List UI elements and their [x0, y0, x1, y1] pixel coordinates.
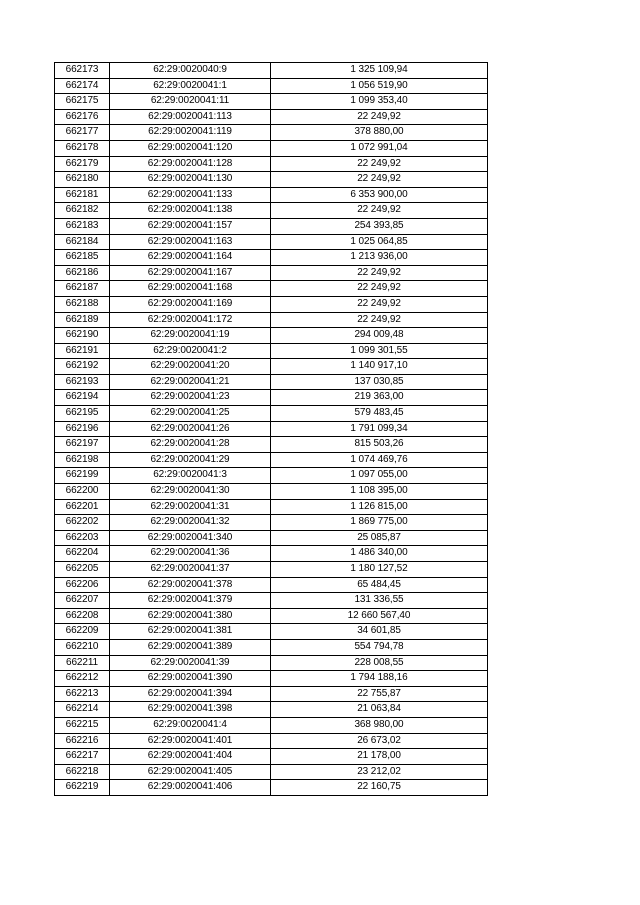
row-number-cell: 662219 — [55, 780, 110, 796]
cadastral-value-cell: 1 099 353,40 — [271, 94, 488, 110]
cadastral-number-cell: 62:29:0020041:406 — [110, 780, 271, 796]
cadastral-value-cell: 22 249,92 — [271, 312, 488, 328]
table-row — [55, 702, 488, 718]
cadastral-number-cell: 62:29:0020041:133 — [110, 187, 271, 203]
table-row — [55, 437, 488, 453]
cadastral-value-cell: 1 869 775,00 — [271, 515, 488, 531]
cadastral-number-cell: 62:29:0020041:4 — [110, 717, 271, 733]
cadastral-value-cell: 1 072 991,04 — [271, 140, 488, 156]
table-row — [55, 452, 488, 468]
row-number-cell: 662194 — [55, 390, 110, 406]
cadastral-number-cell: 62:29:0020041:3 — [110, 468, 271, 484]
cadastral-value-cell: 6 353 900,00 — [271, 187, 488, 203]
cadastral-number-cell: 62:29:0020041:389 — [110, 639, 271, 655]
cadastral-value-cell: 22 755,87 — [271, 686, 488, 702]
cadastral-number-cell: 62:29:0020041:31 — [110, 499, 271, 515]
cadastral-number-cell: 62:29:0020041:23 — [110, 390, 271, 406]
row-number-cell: 662175 — [55, 94, 110, 110]
cadastral-number-cell: 62:29:0020041:19 — [110, 328, 271, 344]
cadastral-value-cell: 1 025 064,85 — [271, 234, 488, 250]
row-number-cell: 662202 — [55, 515, 110, 531]
cadastral-value-cell: 1 791 099,34 — [271, 421, 488, 437]
table-row — [55, 374, 488, 390]
table-row — [55, 234, 488, 250]
cadastral-value-cell: 1 099 301,55 — [271, 343, 488, 359]
table-row — [55, 125, 488, 141]
table-row — [55, 686, 488, 702]
table-row — [55, 156, 488, 172]
cadastral-number-cell: 62:29:0020041:11 — [110, 94, 271, 110]
table-row — [55, 655, 488, 671]
row-number-cell: 662200 — [55, 484, 110, 500]
row-number-cell: 662187 — [55, 281, 110, 297]
table-row — [55, 140, 488, 156]
cadastral-value-cell: 34 601,85 — [271, 624, 488, 640]
cadastral-value-cell: 1 794 188,16 — [271, 671, 488, 687]
row-number-cell: 662198 — [55, 452, 110, 468]
row-number-cell: 662205 — [55, 562, 110, 578]
table-row — [55, 733, 488, 749]
cadastral-number-cell: 62:29:0020041:25 — [110, 406, 271, 422]
cadastral-value-cell: 1 074 469,76 — [271, 452, 488, 468]
cadastral-number-cell: 62:29:0020041:398 — [110, 702, 271, 718]
cadastral-number-cell: 62:29:0020041:164 — [110, 250, 271, 266]
row-number-cell: 662182 — [55, 203, 110, 219]
table-body — [55, 63, 488, 796]
row-number-cell: 662177 — [55, 125, 110, 141]
table-row — [55, 94, 488, 110]
cadastral-number-cell: 62:29:0020041:36 — [110, 546, 271, 562]
cadastral-value-cell: 22 249,92 — [271, 156, 488, 172]
table-row — [55, 265, 488, 281]
cadastral-number-cell: 62:29:0020041:380 — [110, 608, 271, 624]
cadastral-value-cell: 21 063,84 — [271, 702, 488, 718]
table-row — [55, 359, 488, 375]
table-row — [55, 749, 488, 765]
cadastral-value-cell: 1 325 109,94 — [271, 63, 488, 79]
row-number-cell: 662210 — [55, 639, 110, 655]
cadastral-value-cell: 579 483,45 — [271, 406, 488, 422]
row-number-cell: 662192 — [55, 359, 110, 375]
table-row — [55, 639, 488, 655]
table-row — [55, 281, 488, 297]
cadastral-number-cell: 62:29:0020041:120 — [110, 140, 271, 156]
table-row — [55, 218, 488, 234]
table-row — [55, 562, 488, 578]
cadastral-value-cell: 22 249,92 — [271, 281, 488, 297]
row-number-cell: 662195 — [55, 406, 110, 422]
table-row — [55, 546, 488, 562]
cadastral-number-cell: 62:29:0020041:168 — [110, 281, 271, 297]
row-number-cell: 662181 — [55, 187, 110, 203]
cadastral-value-cell: 219 363,00 — [271, 390, 488, 406]
cadastral-number-cell: 62:29:0020041:390 — [110, 671, 271, 687]
table-row — [55, 63, 488, 79]
cadastral-number-cell: 62:29:0020041:394 — [110, 686, 271, 702]
row-number-cell: 662216 — [55, 733, 110, 749]
cadastral-number-cell: 62:29:0020041:1 — [110, 78, 271, 94]
row-number-cell: 662199 — [55, 468, 110, 484]
cadastral-number-cell: 62:29:0020041:379 — [110, 593, 271, 609]
cadastral-value-cell: 137 030,85 — [271, 374, 488, 390]
table-row — [55, 390, 488, 406]
row-number-cell: 662188 — [55, 296, 110, 312]
cadastral-value-cell: 1 213 936,00 — [271, 250, 488, 266]
cadastral-number-cell: 62:29:0020041:381 — [110, 624, 271, 640]
cadastral-value-cell: 1 097 055,00 — [271, 468, 488, 484]
cadastral-number-cell: 62:29:0020041:401 — [110, 733, 271, 749]
table-row — [55, 593, 488, 609]
row-number-cell: 662196 — [55, 421, 110, 437]
cadastral-number-cell: 62:29:0020041:26 — [110, 421, 271, 437]
cadastral-value-cell: 65 484,45 — [271, 577, 488, 593]
table-row — [55, 421, 488, 437]
table-row — [55, 203, 488, 219]
row-number-cell: 662186 — [55, 265, 110, 281]
cadastral-value-cell: 22 249,92 — [271, 172, 488, 188]
cadastral-value-cell: 378 880,00 — [271, 125, 488, 141]
cadastral-number-cell: 62:29:0020041:128 — [110, 156, 271, 172]
row-number-cell: 662193 — [55, 374, 110, 390]
table-row — [55, 530, 488, 546]
table-row — [55, 187, 488, 203]
table-row — [55, 250, 488, 266]
table-row — [55, 671, 488, 687]
cadastral-value-cell: 22 249,92 — [271, 109, 488, 125]
row-number-cell: 662189 — [55, 312, 110, 328]
row-number-cell: 662204 — [55, 546, 110, 562]
cadastral-value-cell: 21 178,00 — [271, 749, 488, 765]
table-row — [55, 312, 488, 328]
row-number-cell: 662174 — [55, 78, 110, 94]
table-row — [55, 343, 488, 359]
cadastral-value-cell: 254 393,85 — [271, 218, 488, 234]
cadastral-number-cell: 62:29:0020041:29 — [110, 452, 271, 468]
cadastral-value-cell: 1 108 395,00 — [271, 484, 488, 500]
cadastral-value-cell: 1 126 815,00 — [271, 499, 488, 515]
table-row — [55, 515, 488, 531]
table-row — [55, 717, 488, 733]
cadastral-value-cell: 1 180 127,52 — [271, 562, 488, 578]
cadastral-value-cell: 228 008,55 — [271, 655, 488, 671]
table-row — [55, 468, 488, 484]
cadastral-number-cell: 62:29:0020041:138 — [110, 203, 271, 219]
cadastral-value-cell: 23 212,02 — [271, 764, 488, 780]
cadastral-value-cell: 22 160,75 — [271, 780, 488, 796]
row-number-cell: 662178 — [55, 140, 110, 156]
cadastral-number-cell: 62:29:0020041:20 — [110, 359, 271, 375]
cadastral-value-cell: 554 794,78 — [271, 639, 488, 655]
table-row — [55, 577, 488, 593]
table-row — [55, 499, 488, 515]
cadastral-number-cell: 62:29:0020041:163 — [110, 234, 271, 250]
cadastral-value-cell: 25 085,87 — [271, 530, 488, 546]
row-number-cell: 662218 — [55, 764, 110, 780]
cadastral-number-cell: 62:29:0020041:21 — [110, 374, 271, 390]
row-number-cell: 662191 — [55, 343, 110, 359]
row-number-cell: 662185 — [55, 250, 110, 266]
table-row — [55, 109, 488, 125]
cadastral-number-cell: 62:29:0020041:157 — [110, 218, 271, 234]
row-number-cell: 662207 — [55, 593, 110, 609]
row-number-cell: 662173 — [55, 63, 110, 79]
cadastral-number-cell: 62:29:0020041:340 — [110, 530, 271, 546]
cadastral-value-cell: 368 980,00 — [271, 717, 488, 733]
table-row — [55, 764, 488, 780]
cadastral-value-cell: 1 486 340,00 — [271, 546, 488, 562]
row-number-cell: 662215 — [55, 717, 110, 733]
row-number-cell: 662208 — [55, 608, 110, 624]
row-number-cell: 662190 — [55, 328, 110, 344]
row-number-cell: 662180 — [55, 172, 110, 188]
cadastral-value-cell: 1 056 519,90 — [271, 78, 488, 94]
table-row — [55, 484, 488, 500]
row-number-cell: 662213 — [55, 686, 110, 702]
table-row — [55, 78, 488, 94]
cadastral-number-cell: 62:29:0020041:2 — [110, 343, 271, 359]
row-number-cell: 662179 — [55, 156, 110, 172]
cadastral-number-cell: 62:29:0020041:169 — [110, 296, 271, 312]
row-number-cell: 662211 — [55, 655, 110, 671]
row-number-cell: 662206 — [55, 577, 110, 593]
cadastral-number-cell: 62:29:0020041:167 — [110, 265, 271, 281]
cadastral-value-table — [54, 62, 488, 796]
row-number-cell: 662212 — [55, 671, 110, 687]
cadastral-number-cell: 62:29:0020040:9 — [110, 63, 271, 79]
cadastral-number-cell: 62:29:0020041:405 — [110, 764, 271, 780]
cadastral-number-cell: 62:29:0020041:119 — [110, 125, 271, 141]
table-row — [55, 328, 488, 344]
cadastral-number-cell: 62:29:0020041:30 — [110, 484, 271, 500]
cadastral-value-cell: 1 140 917,10 — [271, 359, 488, 375]
row-number-cell: 662201 — [55, 499, 110, 515]
table-row — [55, 296, 488, 312]
cadastral-number-cell: 62:29:0020041:404 — [110, 749, 271, 765]
cadastral-number-cell: 62:29:0020041:172 — [110, 312, 271, 328]
row-number-cell: 662217 — [55, 749, 110, 765]
cadastral-number-cell: 62:29:0020041:130 — [110, 172, 271, 188]
row-number-cell: 662183 — [55, 218, 110, 234]
cadastral-value-cell: 22 249,92 — [271, 203, 488, 219]
cadastral-value-cell: 22 249,92 — [271, 265, 488, 281]
cadastral-number-cell: 62:29:0020041:39 — [110, 655, 271, 671]
cadastral-value-cell: 12 660 567,40 — [271, 608, 488, 624]
cadastral-value-cell: 22 249,92 — [271, 296, 488, 312]
cadastral-value-cell: 294 009,48 — [271, 328, 488, 344]
cadastral-number-cell: 62:29:0020041:32 — [110, 515, 271, 531]
table-row — [55, 406, 488, 422]
cadastral-value-cell: 26 673,02 — [271, 733, 488, 749]
row-number-cell: 662214 — [55, 702, 110, 718]
cadastral-value-cell: 815 503,26 — [271, 437, 488, 453]
table-row — [55, 608, 488, 624]
row-number-cell: 662184 — [55, 234, 110, 250]
table-row — [55, 624, 488, 640]
row-number-cell: 662203 — [55, 530, 110, 546]
row-number-cell: 662176 — [55, 109, 110, 125]
cadastral-value-cell: 131 336,55 — [271, 593, 488, 609]
table-row — [55, 172, 488, 188]
cadastral-number-cell: 62:29:0020041:37 — [110, 562, 271, 578]
row-number-cell: 662209 — [55, 624, 110, 640]
cadastral-number-cell: 62:29:0020041:113 — [110, 109, 271, 125]
table-row — [55, 780, 488, 796]
cadastral-number-cell: 62:29:0020041:378 — [110, 577, 271, 593]
row-number-cell: 662197 — [55, 437, 110, 453]
cadastral-number-cell: 62:29:0020041:28 — [110, 437, 271, 453]
